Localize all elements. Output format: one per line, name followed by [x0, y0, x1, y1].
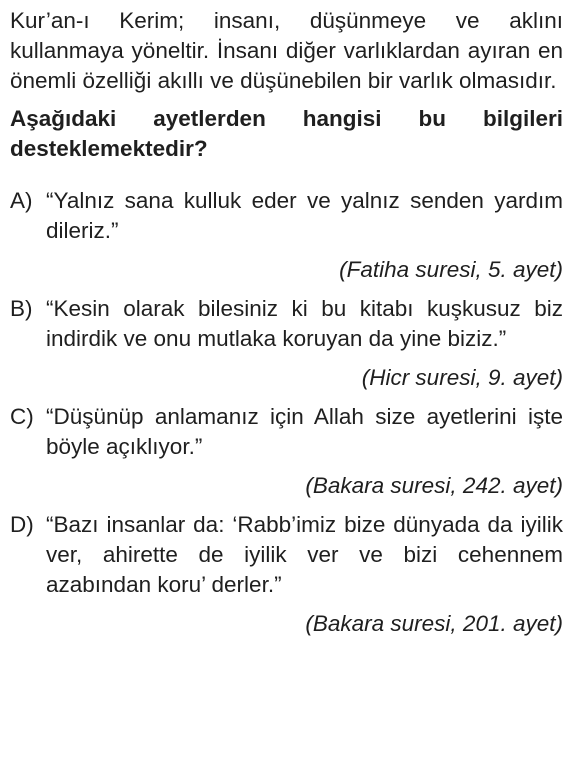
option-b[interactable] [10, 294, 563, 393]
option-source: (Hicr suresi, 9. ayet) [361, 365, 563, 390]
option-text: “Kesin olarak bilesiniz ki bu kitabı kuşkusuz biz indirdik ve onu mutlaka koruyan da yine biziz.” [46, 296, 563, 351]
option-d[interactable] [10, 510, 563, 639]
intro-paragraph: Kur’an-ı Kerim; insanı, düşünmeye ve aklını kullanmaya yöneltir. İnsanı diğer varlıklardan ayıran en önemli özelliği akıllı ve düşünebilen bir varlık olmasıdır. [10, 8, 563, 93]
option-source: (Bakara suresi, 201. ayet) [305, 611, 563, 636]
question-stem: Aşağıdaki ayetlerden hangisi bu bilgileri desteklemektedir? [10, 106, 563, 161]
question-page [10, 6, 563, 648]
option-letter: C) [10, 404, 34, 429]
option-c[interactable] [10, 402, 563, 501]
option-text: “Yalnız sana kulluk eder ve yalnız senden yardım dileriz.” [46, 188, 563, 243]
option-text: “Bazı insanlar da: ‘Rabb’imiz bize dünyada da iyilik ver, ahirette de iyilik ver ve bizi cehennem azabından koru’ derler.” [46, 512, 563, 597]
answer-options [10, 186, 563, 639]
option-a[interactable] [10, 186, 563, 285]
option-letter: B) [10, 296, 33, 321]
option-source: (Bakara suresi, 242. ayet) [305, 473, 563, 498]
option-source: (Fatiha suresi, 5. ayet) [339, 257, 563, 282]
option-letter: D) [10, 512, 34, 537]
option-text: “Düşünüp anlamanız için Allah size ayetlerini işte böyle açıklıyor.” [46, 404, 563, 459]
option-letter: A) [10, 188, 33, 213]
